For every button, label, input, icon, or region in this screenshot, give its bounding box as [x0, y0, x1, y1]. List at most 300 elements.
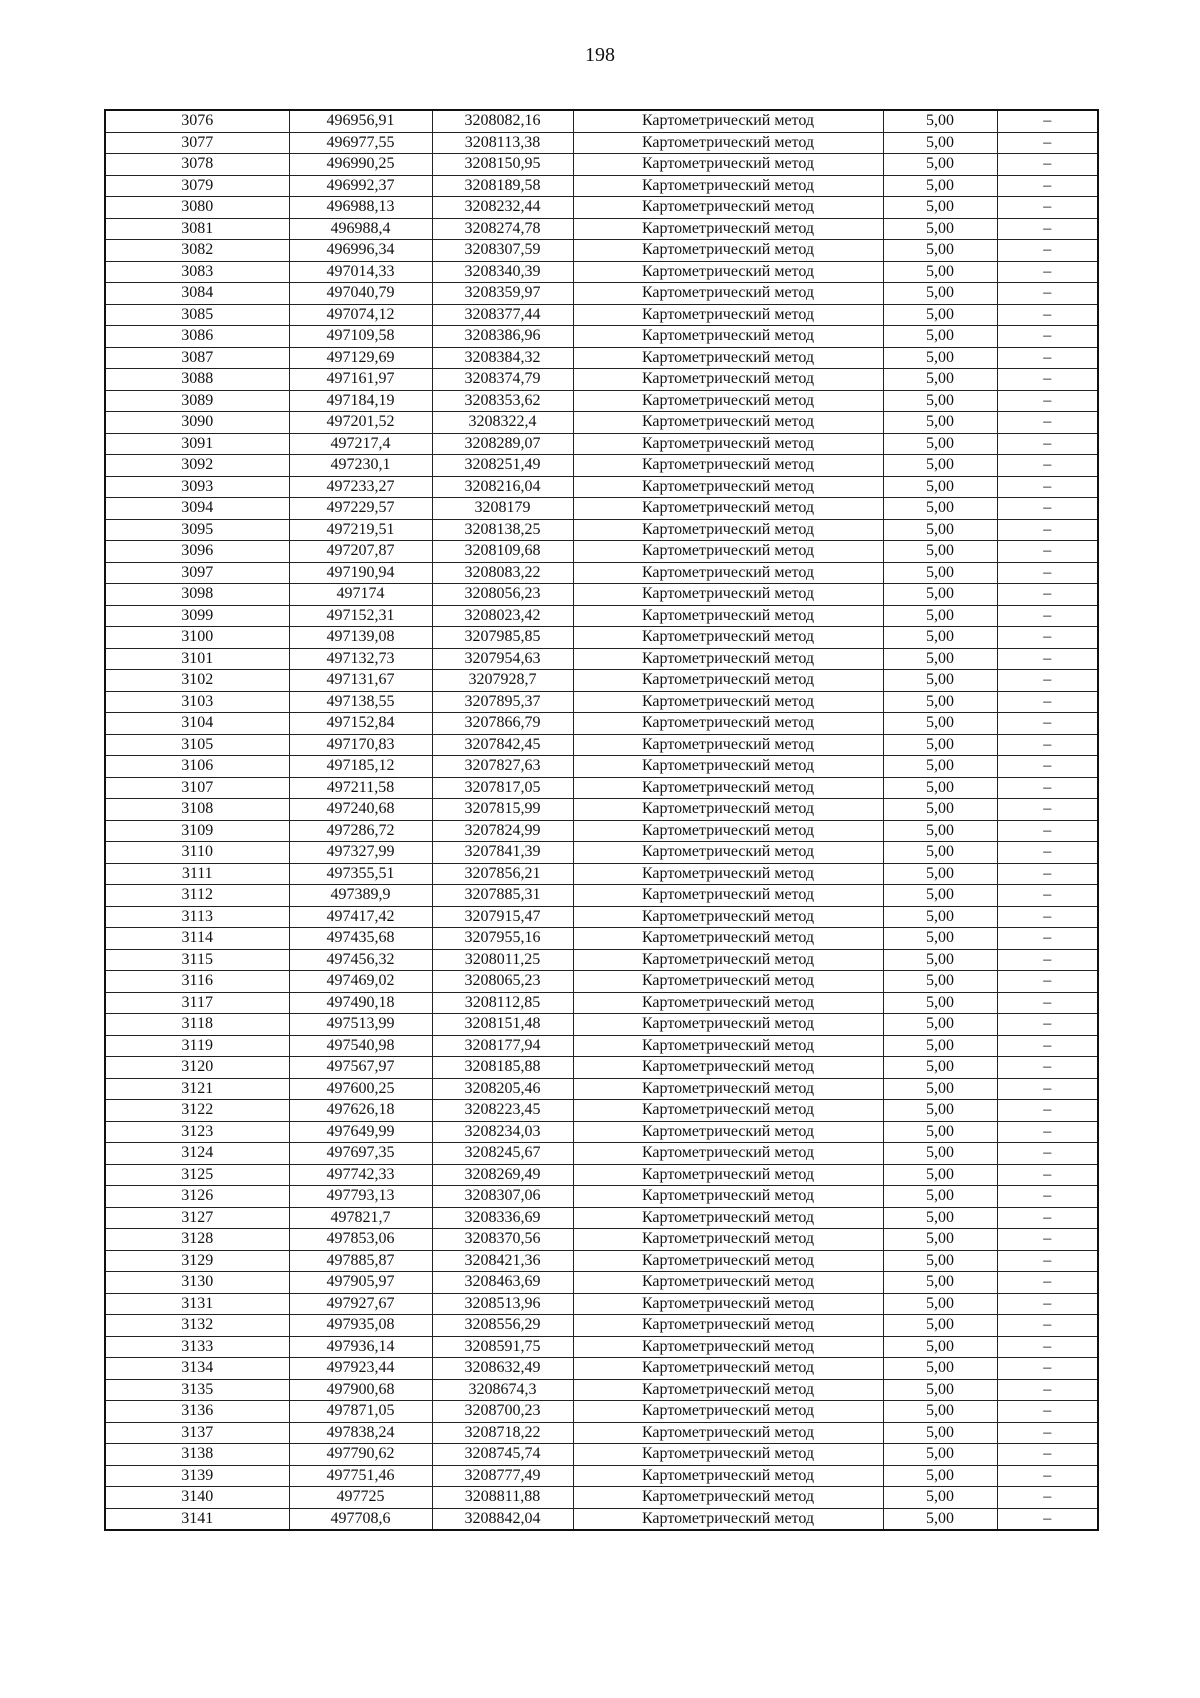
table-row [105, 1293, 1098, 1315]
table-row [105, 175, 1098, 197]
x-coordinate-cell: 497600,25 [289, 1078, 432, 1100]
description-cell: – [997, 369, 1098, 391]
point-number-cell: 3078 [105, 154, 289, 176]
x-coordinate-cell: 497014,33 [289, 261, 432, 283]
x-coordinate-cell: 497793,13 [289, 1186, 432, 1208]
description-cell: – [997, 1057, 1098, 1079]
error-cell: 5,00 [883, 842, 997, 864]
point-number-cell: 3097 [105, 562, 289, 584]
error-cell: 5,00 [883, 562, 997, 584]
table-row [105, 433, 1098, 455]
method-cell: Картометрический метод [573, 1014, 883, 1036]
error-cell: 5,00 [883, 1401, 997, 1423]
description-cell: – [997, 519, 1098, 541]
method-cell: Картометрический метод [573, 433, 883, 455]
point-number-cell: 3120 [105, 1057, 289, 1079]
x-coordinate-cell: 497871,05 [289, 1401, 432, 1423]
x-coordinate-cell: 497821,7 [289, 1207, 432, 1229]
description-cell: – [997, 605, 1098, 627]
point-number-cell: 3086 [105, 326, 289, 348]
x-coordinate-cell: 496992,37 [289, 175, 432, 197]
table-row [105, 476, 1098, 498]
point-number-cell: 3105 [105, 734, 289, 756]
description-cell: – [997, 949, 1098, 971]
point-number-cell: 3095 [105, 519, 289, 541]
x-coordinate-cell: 497190,94 [289, 562, 432, 584]
table-row [105, 820, 1098, 842]
method-cell: Картометрический метод [573, 949, 883, 971]
point-number-cell: 3118 [105, 1014, 289, 1036]
x-coordinate-cell: 497900,68 [289, 1379, 432, 1401]
y-coordinate-cell: 3208245,67 [432, 1143, 573, 1165]
error-cell: 5,00 [883, 1143, 997, 1165]
method-cell: Картометрический метод [573, 1422, 883, 1444]
point-number-cell: 3121 [105, 1078, 289, 1100]
x-coordinate-cell: 497138,55 [289, 691, 432, 713]
method-cell: Картометрический метод [573, 304, 883, 326]
table-row [105, 584, 1098, 606]
error-cell: 5,00 [883, 863, 997, 885]
point-number-cell: 3090 [105, 412, 289, 434]
error-cell: 5,00 [883, 1057, 997, 1079]
point-number-cell: 3093 [105, 476, 289, 498]
description-cell: – [997, 1250, 1098, 1272]
table-body [105, 110, 1098, 1530]
y-coordinate-cell: 3207842,45 [432, 734, 573, 756]
method-cell: Картометрический метод [573, 734, 883, 756]
table-row [105, 390, 1098, 412]
point-number-cell: 3140 [105, 1487, 289, 1509]
method-cell: Картометрический метод [573, 519, 883, 541]
point-number-cell: 3137 [105, 1422, 289, 1444]
x-coordinate-cell: 496988,13 [289, 197, 432, 219]
method-cell: Картометрический метод [573, 369, 883, 391]
point-number-cell: 3128 [105, 1229, 289, 1251]
description-cell: – [997, 1035, 1098, 1057]
point-number-cell: 3125 [105, 1164, 289, 1186]
x-coordinate-cell: 497725 [289, 1487, 432, 1509]
description-cell: – [997, 562, 1098, 584]
x-coordinate-cell: 497751,46 [289, 1465, 432, 1487]
point-number-cell: 3091 [105, 433, 289, 455]
x-coordinate-cell: 497074,12 [289, 304, 432, 326]
x-coordinate-cell: 496990,25 [289, 154, 432, 176]
method-cell: Картометрический метод [573, 347, 883, 369]
method-cell: Картометрический метод [573, 842, 883, 864]
point-number-cell: 3076 [105, 110, 289, 132]
x-coordinate-cell: 496988,4 [289, 218, 432, 240]
x-coordinate-cell: 497923,44 [289, 1358, 432, 1380]
method-cell: Картометрический метод [573, 1078, 883, 1100]
point-number-cell: 3099 [105, 605, 289, 627]
y-coordinate-cell: 3208842,04 [432, 1508, 573, 1530]
x-coordinate-cell: 497139,08 [289, 627, 432, 649]
table-row [105, 1207, 1098, 1229]
method-cell: Картометрический метод [573, 455, 883, 477]
description-cell: – [997, 390, 1098, 412]
table-row [105, 1078, 1098, 1100]
error-cell: 5,00 [883, 1508, 997, 1530]
y-coordinate-cell: 3208591,75 [432, 1336, 573, 1358]
description-cell: – [997, 412, 1098, 434]
description-cell: – [997, 1014, 1098, 1036]
x-coordinate-cell: 497152,84 [289, 713, 432, 735]
y-coordinate-cell: 3208113,38 [432, 132, 573, 154]
table-row [105, 1229, 1098, 1251]
method-cell: Картометрический метод [573, 820, 883, 842]
y-coordinate-cell: 3208205,46 [432, 1078, 573, 1100]
error-cell: 5,00 [883, 1336, 997, 1358]
error-cell: 5,00 [883, 283, 997, 305]
point-number-cell: 3130 [105, 1272, 289, 1294]
error-cell: 5,00 [883, 175, 997, 197]
table-row [105, 863, 1098, 885]
method-cell: Картометрический метод [573, 541, 883, 563]
description-cell: – [997, 304, 1098, 326]
y-coordinate-cell: 3208223,45 [432, 1100, 573, 1122]
error-cell: 5,00 [883, 412, 997, 434]
y-coordinate-cell: 3207955,16 [432, 928, 573, 950]
y-coordinate-cell: 3208011,25 [432, 949, 573, 971]
y-coordinate-cell: 3208023,42 [432, 605, 573, 627]
error-cell: 5,00 [883, 476, 997, 498]
table-row [105, 971, 1098, 993]
error-cell: 5,00 [883, 1100, 997, 1122]
method-cell: Картометрический метод [573, 1315, 883, 1337]
x-coordinate-cell: 497567,97 [289, 1057, 432, 1079]
method-cell: Картометрический метод [573, 1358, 883, 1380]
y-coordinate-cell: 3207824,99 [432, 820, 573, 842]
error-cell: 5,00 [883, 519, 997, 541]
description-cell: – [997, 154, 1098, 176]
x-coordinate-cell: 497417,42 [289, 906, 432, 928]
point-number-cell: 3111 [105, 863, 289, 885]
table-row [105, 799, 1098, 821]
error-cell: 5,00 [883, 1250, 997, 1272]
description-cell: – [997, 326, 1098, 348]
y-coordinate-cell: 3208556,29 [432, 1315, 573, 1337]
point-number-cell: 3138 [105, 1444, 289, 1466]
y-coordinate-cell: 3208083,22 [432, 562, 573, 584]
point-number-cell: 3133 [105, 1336, 289, 1358]
y-coordinate-cell: 3208307,59 [432, 240, 573, 262]
error-cell: 5,00 [883, 713, 997, 735]
table-row [105, 949, 1098, 971]
y-coordinate-cell: 3207817,05 [432, 777, 573, 799]
table-row [105, 369, 1098, 391]
table-row [105, 1272, 1098, 1294]
description-cell: – [997, 110, 1098, 132]
x-coordinate-cell: 496977,55 [289, 132, 432, 154]
description-cell: – [997, 218, 1098, 240]
method-cell: Картометрический метод [573, 412, 883, 434]
x-coordinate-cell: 497132,73 [289, 648, 432, 670]
description-cell: – [997, 1358, 1098, 1380]
point-number-cell: 3132 [105, 1315, 289, 1337]
method-cell: Картометрический метод [573, 584, 883, 606]
error-cell: 5,00 [883, 949, 997, 971]
x-coordinate-cell: 497540,98 [289, 1035, 432, 1057]
table-row [105, 498, 1098, 520]
description-cell: – [997, 1422, 1098, 1444]
description-cell: – [997, 1164, 1098, 1186]
description-cell: – [997, 240, 1098, 262]
description-cell: – [997, 1401, 1098, 1423]
method-cell: Картометрический метод [573, 390, 883, 412]
point-number-cell: 3082 [105, 240, 289, 262]
point-number-cell: 3113 [105, 906, 289, 928]
x-coordinate-cell: 497152,31 [289, 605, 432, 627]
table-row [105, 132, 1098, 154]
method-cell: Картометрический метод [573, 1057, 883, 1079]
table-row [105, 627, 1098, 649]
description-cell: – [997, 799, 1098, 821]
description-cell: – [997, 1508, 1098, 1530]
x-coordinate-cell: 496956,91 [289, 110, 432, 132]
x-coordinate-cell: 497174 [289, 584, 432, 606]
description-cell: – [997, 627, 1098, 649]
y-coordinate-cell: 3207841,39 [432, 842, 573, 864]
x-coordinate-cell: 497790,62 [289, 1444, 432, 1466]
method-cell: Картометрический метод [573, 498, 883, 520]
x-coordinate-cell: 497935,08 [289, 1315, 432, 1337]
y-coordinate-cell: 3208336,69 [432, 1207, 573, 1229]
x-coordinate-cell: 497905,97 [289, 1272, 432, 1294]
y-coordinate-cell: 3208269,49 [432, 1164, 573, 1186]
description-cell: – [997, 584, 1098, 606]
error-cell: 5,00 [883, 197, 997, 219]
description-cell: – [997, 777, 1098, 799]
error-cell: 5,00 [883, 971, 997, 993]
table-row [105, 1121, 1098, 1143]
description-cell: – [997, 928, 1098, 950]
method-cell: Картометрический метод [573, 175, 883, 197]
method-cell: Картометрический метод [573, 1035, 883, 1057]
error-cell: 5,00 [883, 1465, 997, 1487]
error-cell: 5,00 [883, 1293, 997, 1315]
x-coordinate-cell: 496996,34 [289, 240, 432, 262]
point-number-cell: 3116 [105, 971, 289, 993]
x-coordinate-cell: 497131,67 [289, 670, 432, 692]
y-coordinate-cell: 3208322,4 [432, 412, 573, 434]
error-cell: 5,00 [883, 390, 997, 412]
table-row [105, 1422, 1098, 1444]
table-row [105, 1100, 1098, 1122]
method-cell: Картометрический метод [573, 1487, 883, 1509]
x-coordinate-cell: 497355,51 [289, 863, 432, 885]
table-row [105, 1186, 1098, 1208]
error-cell: 5,00 [883, 1315, 997, 1337]
method-cell: Картометрический метод [573, 971, 883, 993]
error-cell: 5,00 [883, 1121, 997, 1143]
method-cell: Картометрический метод [573, 326, 883, 348]
x-coordinate-cell: 497742,33 [289, 1164, 432, 1186]
x-coordinate-cell: 497936,14 [289, 1336, 432, 1358]
method-cell: Картометрический метод [573, 863, 883, 885]
method-cell: Картометрический метод [573, 605, 883, 627]
y-coordinate-cell: 3207928,7 [432, 670, 573, 692]
table-row [105, 1358, 1098, 1380]
description-cell: – [997, 1143, 1098, 1165]
table-row [105, 261, 1098, 283]
y-coordinate-cell: 3207815,99 [432, 799, 573, 821]
point-number-cell: 3084 [105, 283, 289, 305]
point-number-cell: 3080 [105, 197, 289, 219]
table-row [105, 734, 1098, 756]
method-cell: Картометрический метод [573, 261, 883, 283]
description-cell: – [997, 1379, 1098, 1401]
table-row [105, 713, 1098, 735]
error-cell: 5,00 [883, 820, 997, 842]
y-coordinate-cell: 3208065,23 [432, 971, 573, 993]
description-cell: – [997, 1444, 1098, 1466]
description-cell: – [997, 734, 1098, 756]
point-number-cell: 3129 [105, 1250, 289, 1272]
table-row [105, 218, 1098, 240]
point-number-cell: 3096 [105, 541, 289, 563]
error-cell: 5,00 [883, 132, 997, 154]
error-cell: 5,00 [883, 1444, 997, 1466]
y-coordinate-cell: 3207856,21 [432, 863, 573, 885]
method-cell: Картометрический метод [573, 1143, 883, 1165]
point-number-cell: 3112 [105, 885, 289, 907]
error-cell: 5,00 [883, 1207, 997, 1229]
error-cell: 5,00 [883, 1078, 997, 1100]
x-coordinate-cell: 497649,99 [289, 1121, 432, 1143]
x-coordinate-cell: 497469,02 [289, 971, 432, 993]
y-coordinate-cell: 3208179 [432, 498, 573, 520]
table-row [105, 1014, 1098, 1036]
description-cell: – [997, 1229, 1098, 1251]
x-coordinate-cell: 497838,24 [289, 1422, 432, 1444]
description-cell: – [997, 1487, 1098, 1509]
method-cell: Картометрический метод [573, 992, 883, 1014]
y-coordinate-cell: 3207985,85 [432, 627, 573, 649]
description-cell: – [997, 713, 1098, 735]
point-number-cell: 3079 [105, 175, 289, 197]
y-coordinate-cell: 3208374,79 [432, 369, 573, 391]
y-coordinate-cell: 3208307,06 [432, 1186, 573, 1208]
table-row [105, 283, 1098, 305]
x-coordinate-cell: 497435,68 [289, 928, 432, 950]
y-coordinate-cell: 3208232,44 [432, 197, 573, 219]
x-coordinate-cell: 497885,87 [289, 1250, 432, 1272]
method-cell: Картометрический метод [573, 562, 883, 584]
point-number-cell: 3119 [105, 1035, 289, 1057]
x-coordinate-cell: 497708,6 [289, 1508, 432, 1530]
method-cell: Картометрический метод [573, 1100, 883, 1122]
description-cell: – [997, 1293, 1098, 1315]
y-coordinate-cell: 3208384,32 [432, 347, 573, 369]
method-cell: Картометрический метод [573, 1121, 883, 1143]
y-coordinate-cell: 3208109,68 [432, 541, 573, 563]
table-row [105, 519, 1098, 541]
table-row [105, 1465, 1098, 1487]
method-cell: Картометрический метод [573, 132, 883, 154]
x-coordinate-cell: 497456,32 [289, 949, 432, 971]
error-cell: 5,00 [883, 347, 997, 369]
error-cell: 5,00 [883, 1379, 997, 1401]
y-coordinate-cell: 3208189,58 [432, 175, 573, 197]
x-coordinate-cell: 497129,69 [289, 347, 432, 369]
x-coordinate-cell: 497233,27 [289, 476, 432, 498]
table-row [105, 412, 1098, 434]
error-cell: 5,00 [883, 369, 997, 391]
x-coordinate-cell: 497230,1 [289, 455, 432, 477]
y-coordinate-cell: 3208777,49 [432, 1465, 573, 1487]
x-coordinate-cell: 497853,06 [289, 1229, 432, 1251]
method-cell: Картометрический метод [573, 1379, 883, 1401]
error-cell: 5,00 [883, 304, 997, 326]
method-cell: Картометрический метод [573, 1401, 883, 1423]
table-row [105, 1401, 1098, 1423]
error-cell: 5,00 [883, 928, 997, 950]
method-cell: Картометрический метод [573, 283, 883, 305]
description-cell: – [997, 283, 1098, 305]
x-coordinate-cell: 497217,4 [289, 433, 432, 455]
point-number-cell: 3089 [105, 390, 289, 412]
point-number-cell: 3124 [105, 1143, 289, 1165]
point-number-cell: 3101 [105, 648, 289, 670]
x-coordinate-cell: 497201,52 [289, 412, 432, 434]
y-coordinate-cell: 3208370,56 [432, 1229, 573, 1251]
table-row [105, 670, 1098, 692]
point-number-cell: 3107 [105, 777, 289, 799]
error-cell: 5,00 [883, 670, 997, 692]
point-number-cell: 3131 [105, 1293, 289, 1315]
error-cell: 5,00 [883, 1035, 997, 1057]
description-cell: – [997, 476, 1098, 498]
table-row [105, 756, 1098, 778]
point-number-cell: 3117 [105, 992, 289, 1014]
y-coordinate-cell: 3208745,74 [432, 1444, 573, 1466]
table-row [105, 347, 1098, 369]
point-number-cell: 3087 [105, 347, 289, 369]
description-cell: – [997, 1465, 1098, 1487]
point-number-cell: 3139 [105, 1465, 289, 1487]
method-cell: Картометрический метод [573, 1293, 883, 1315]
error-cell: 5,00 [883, 734, 997, 756]
x-coordinate-cell: 497513,99 [289, 1014, 432, 1036]
table-row [105, 110, 1098, 132]
error-cell: 5,00 [883, 992, 997, 1014]
point-number-cell: 3126 [105, 1186, 289, 1208]
description-cell: – [997, 1315, 1098, 1337]
description-cell: – [997, 1121, 1098, 1143]
description-cell: – [997, 1336, 1098, 1358]
y-coordinate-cell: 3208177,94 [432, 1035, 573, 1057]
description-cell: – [997, 906, 1098, 928]
table-row [105, 1143, 1098, 1165]
table-row [105, 691, 1098, 713]
table-row [105, 455, 1098, 477]
method-cell: Картометрический метод [573, 1465, 883, 1487]
description-cell: – [997, 820, 1098, 842]
y-coordinate-cell: 3208513,96 [432, 1293, 573, 1315]
y-coordinate-cell: 3208151,48 [432, 1014, 573, 1036]
point-number-cell: 3123 [105, 1121, 289, 1143]
x-coordinate-cell: 497490,18 [289, 992, 432, 1014]
description-cell: – [997, 498, 1098, 520]
method-cell: Картометрический метод [573, 110, 883, 132]
method-cell: Картометрический метод [573, 713, 883, 735]
x-coordinate-cell: 497184,19 [289, 390, 432, 412]
point-number-cell: 3094 [105, 498, 289, 520]
x-coordinate-cell: 497327,99 [289, 842, 432, 864]
y-coordinate-cell: 3208234,03 [432, 1121, 573, 1143]
table-row [105, 1035, 1098, 1057]
method-cell: Картометрический метод [573, 1164, 883, 1186]
